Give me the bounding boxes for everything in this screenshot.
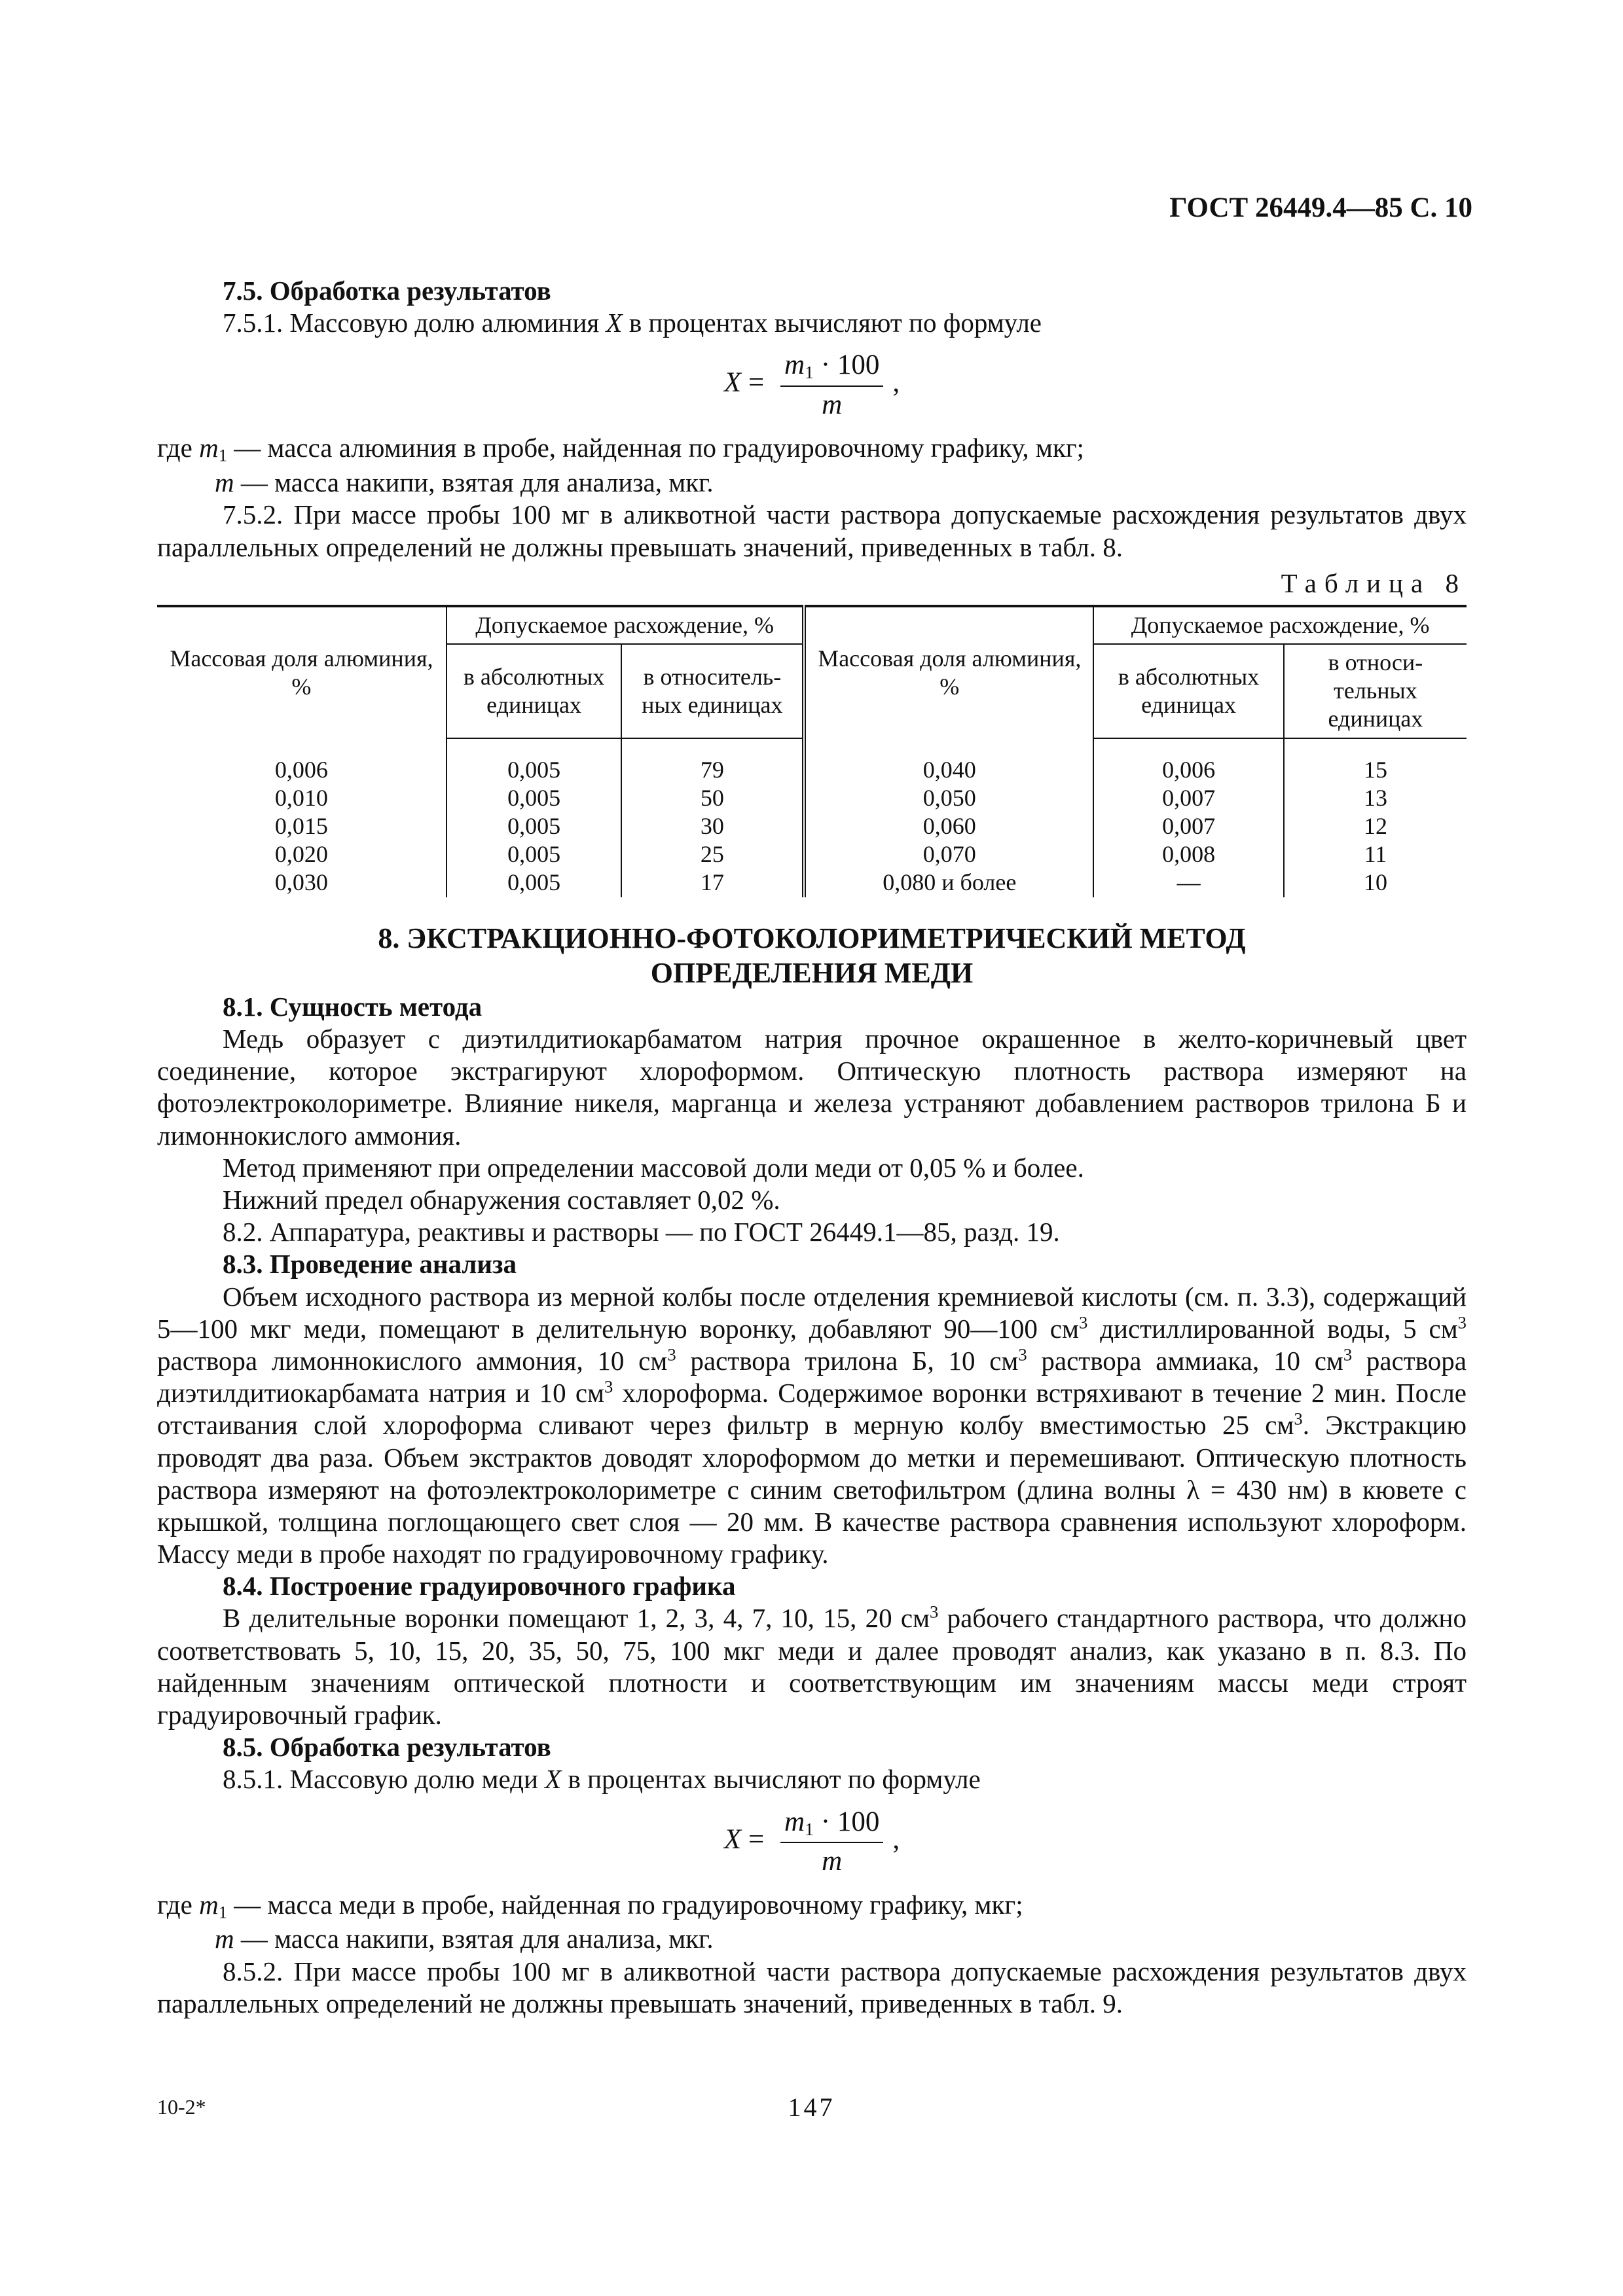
cell: 0,005: [447, 784, 621, 812]
para-8-1-b: Метод применяют при определении массовой доли меди от 0,05 % и более.: [223, 1152, 1084, 1183]
table-row: [157, 869, 1467, 897]
cell: 0,005: [447, 869, 621, 897]
formula-lhs: X: [723, 1823, 742, 1855]
page-content: [157, 275, 1467, 2020]
text: раствора диэтилдитиокарбамата натрия и 10 см: [157, 1345, 1467, 1408]
formula-tail: ,: [892, 1823, 900, 1855]
th-abs-right: в абсолютных единицах: [1093, 644, 1284, 738]
th-mass-left: Массовая доля алюминия, %: [157, 606, 447, 738]
cell: 0,007: [1093, 812, 1284, 840]
text: 8.5.1. Массовую долю меди: [223, 1764, 545, 1795]
sup: 3: [930, 1602, 939, 1622]
den-var: m: [822, 389, 843, 420]
sup: 3: [1457, 1312, 1467, 1333]
cell: —: [1093, 869, 1284, 897]
section-8-title-line2: ОПРЕДЕЛЕНИЯ МЕДИ: [650, 957, 974, 990]
cell: 15: [1363, 756, 1387, 783]
formula-eq: =: [748, 367, 765, 399]
para-7-5-2: 7.5.2. При массе пробы 100 мг в аликвотной части раствора допускаемые расхождения результатов двух параллельных определений не должны превышать значений, приведенных в табл. 8.: [157, 499, 1467, 562]
cell: 0,060: [804, 812, 1093, 840]
where-word: где: [157, 1889, 200, 1920]
sup: 3: [667, 1344, 676, 1365]
section-8-3-title: 8.3. Проведение анализа: [223, 1249, 517, 1280]
cell: 0,070: [804, 840, 1093, 869]
th-allow-left: Допускаемое расхождение, %: [447, 606, 805, 644]
cell: 13: [1363, 784, 1387, 811]
cell: 0,006: [157, 756, 447, 784]
th-allow-right: Допускаемое расхождение, %: [1093, 606, 1467, 644]
text: 7.5.1. Массовую долю алюминия: [223, 308, 606, 338]
section-8-title-line1: 8. ЭКСТРАКЦИОННО-ФОТОКОЛОРИМЕТРИЧЕСКИЙ МЕТОД: [378, 922, 1246, 954]
table-row: [157, 812, 1467, 840]
page-number: 147: [788, 2092, 835, 2122]
var-m: m: [199, 1889, 219, 1920]
where-m: [157, 467, 1467, 499]
formula-lhs: X: [723, 367, 742, 399]
para-8-1-c: Нижний предел обнаружения составляет 0,02 %.: [223, 1185, 780, 1215]
section-8-title: [157, 921, 1467, 991]
cell: 0,010: [157, 784, 447, 812]
cell: 50: [621, 784, 804, 812]
formula-copper: [157, 1805, 1467, 1878]
para-8-5-1: [157, 1763, 1467, 1795]
para-8-1-a: Медь образует с диэтилдитиокарбаматом натрия прочное окрашенное в желто-коричневый цвет соединение, которое экстрагируют хлороформом. Оптическую плотность раствора измеряют на фотоэлектроколориметре. Влияние никеля, марганца и железа устраняют добавлением растворов трилона Б и лимоннокислого аммония.: [157, 1024, 1467, 1151]
den-var: m: [822, 1846, 843, 1877]
table-8-caption: Таблица 8: [1281, 567, 1467, 598]
section-8-4-title: 8.4. Построение градуировочного графика: [223, 1571, 736, 1602]
cell: 0,030: [157, 869, 447, 897]
table-row: [157, 784, 1467, 812]
para-7-5-1: [157, 307, 1467, 339]
cell: 0,005: [447, 812, 621, 840]
para-8-5-2: 8.5.2. При массе пробы 100 мг в аликвотной части раствора допускаемые расхождения результатов двух параллельных определений не должны превышать значений, приведенных в табл. 9.: [157, 1956, 1467, 2018]
var-m: m: [199, 433, 219, 463]
num-sub: 1: [805, 363, 814, 384]
cell: 0,050: [804, 784, 1093, 812]
sup: 3: [1294, 1408, 1303, 1429]
cell: 17: [621, 869, 804, 897]
cell: 79: [621, 756, 804, 784]
where-m1-copper: [157, 1889, 1467, 1924]
text: — масса накипи, взятая для анализа, мкг.: [234, 1924, 714, 1954]
num-rest: · 100: [814, 350, 880, 381]
formula-denominator: [780, 1843, 883, 1878]
var-m: m: [215, 467, 234, 498]
num-var: m: [784, 350, 805, 381]
th-rel-left: в относитель-ных единицах: [621, 644, 804, 738]
th-mass-right: Массовая доля алюминия, %: [804, 606, 1093, 738]
sup: 3: [1343, 1344, 1353, 1365]
where-word: где: [157, 433, 200, 463]
cell: 0,020: [157, 840, 447, 869]
cell: 0,007: [1093, 784, 1284, 812]
page-header: ГОСТ 26449.4—85 С. 10: [1169, 192, 1472, 223]
th-abs-left: в абсолютных единицах: [447, 644, 621, 738]
sup: 3: [1018, 1344, 1027, 1365]
num-sub: 1: [805, 1819, 814, 1840]
sup: 3: [604, 1376, 613, 1397]
text: Объем исходного раствора из мерной колбы после отделения кремниевой кислоты (см. п. 3.3), содержащий 5—100 мкг меди, помещают в делительную воронку, добавляют 90—100 см: [157, 1281, 1467, 1344]
sub: 1: [218, 1902, 228, 1922]
formula-fraction: [780, 1805, 883, 1878]
formula-eq: =: [748, 1823, 765, 1855]
text: — масса алюминия в пробе, найденная по градуировочному графику, мкг;: [227, 433, 1084, 463]
cell: 0,040: [804, 756, 1093, 784]
cell: 0,005: [447, 756, 621, 784]
cell: 30: [621, 812, 804, 840]
cell: 0,015: [157, 812, 447, 840]
formula-fraction: [780, 348, 883, 422]
cell: 0,080 и более: [804, 869, 1093, 897]
cell: 10: [1363, 869, 1387, 896]
table-row: [157, 840, 1467, 869]
text: — масса накипи, взятая для анализа, мкг.: [234, 467, 714, 498]
num-rest: · 100: [814, 1806, 880, 1837]
cell: 0,006: [1093, 756, 1284, 784]
num-var: m: [784, 1806, 805, 1837]
th-rel-right: в относи-тельных единицах: [1284, 644, 1467, 738]
cell: 25: [621, 840, 804, 869]
var-m: m: [215, 1924, 234, 1954]
formula-aluminium: [157, 348, 1467, 422]
var-x: X: [606, 308, 623, 338]
text: в процентах вычисляют по формуле: [622, 308, 1042, 338]
table-8: [157, 605, 1467, 897]
where-m1: [157, 432, 1467, 467]
formula-numerator: [780, 348, 883, 387]
text: дистиллированной воды, 5 см: [1087, 1313, 1458, 1344]
table-row: [157, 756, 1467, 784]
cell: 0,005: [447, 840, 621, 869]
text: раствора аммиака, 10 см: [1027, 1345, 1343, 1376]
text: В делительные воронки помещают 1, 2, 3, 4, 7, 10, 15, 20 см: [223, 1603, 930, 1634]
para-8-4: [157, 1602, 1467, 1731]
text: в процентах вычисляют по формуле: [561, 1764, 981, 1795]
where-m-copper: [157, 1923, 1467, 1955]
sub: 1: [218, 446, 228, 466]
section-7-5-title: 7.5. Обработка результатов: [223, 276, 551, 306]
text: — масса меди в пробе, найденная по градуировочному графику, мкг;: [227, 1889, 1023, 1920]
formula-numerator: [780, 1805, 883, 1844]
sup: 3: [1078, 1312, 1088, 1333]
formula-denominator: [780, 387, 883, 422]
text: рабочего стандартного раствора, что должно соответствовать 5, 10, 15, 20, 35, 50, 75, 100 мкг меди и далее проводят анализ, как указано в п. 8.3. По найденным значениям оптической плотности и соответствующим им значениям массы меди строят градуировочный график.: [157, 1603, 1467, 1731]
footer-code: 10-2*: [157, 2095, 206, 2119]
cell: 11: [1364, 841, 1387, 868]
formula-tail: ,: [892, 367, 900, 399]
section-8-1-title: 8.1. Сущность метода: [223, 991, 483, 1022]
para-8-3: [157, 1281, 1467, 1571]
cell: 0,008: [1093, 840, 1284, 869]
section-8-5-title: 8.5. Обработка результатов: [223, 1732, 551, 1763]
text: хлороформа. Содержимое воронки встряхивают в течение 2 мин. После отстаивания слой хлороформа сливают через фильтр в мерную колбу вместимостью 25 см: [157, 1378, 1467, 1441]
para-8-2: 8.2. Аппаратура, реактивы и растворы — по ГОСТ 26449.1—85, разд. 19.: [223, 1217, 1060, 1247]
text: раствора трилона Б, 10 см: [676, 1345, 1019, 1376]
var-x: X: [545, 1764, 562, 1795]
text: раствора лимоннокислого аммония, 10 см: [157, 1345, 668, 1376]
cell: 12: [1363, 813, 1387, 839]
text: . Экстракцию проводят два раза. Объем экстрактов доводят хлороформом до метки и перемешивают. Оптическую плотность раствора измеряют на фотоэлектроколориметре с синим светофильтром (длина волны λ = 430 нм) в кювете с крышкой, толщина поглощающего свет слоя — 20 мм. В качестве раствора сравнения используют хлороформ. Массу меди в пробе находят по градуировочному графику.: [157, 1410, 1467, 1570]
